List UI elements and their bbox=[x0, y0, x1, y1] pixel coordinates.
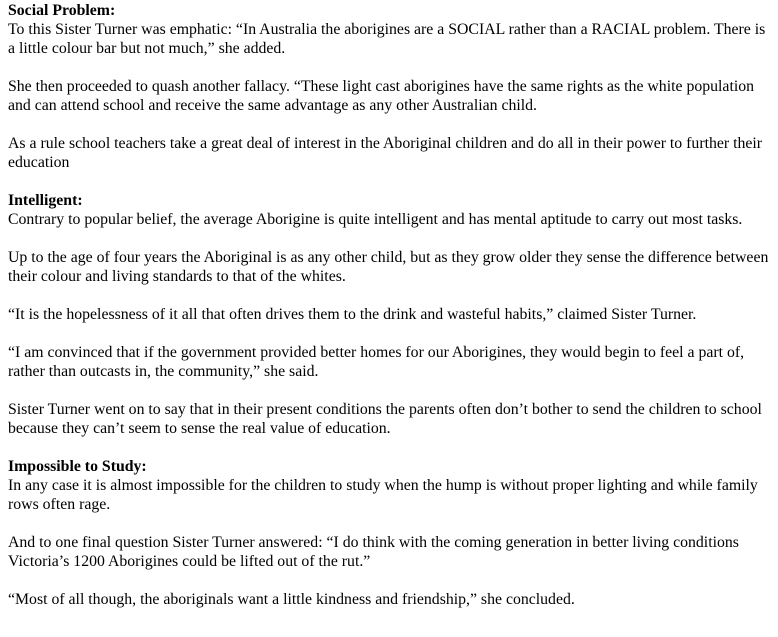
section-impossible-to-study bbox=[8, 457, 772, 514]
paragraph: As a rule school teachers take a great deal of interest in the Aboriginal children and do all in their power to further their education bbox=[8, 135, 763, 171]
paragraph: Up to the age of four years the Aboriginal is as any other child, but as they grow older they sense the difference between their colour and living standards to that of the whites. bbox=[8, 249, 769, 285]
paragraph: In any case it is almost impossible for the children to study when the hump is without proper lighting and while family rows often rage. bbox=[8, 477, 758, 513]
paragraph: “It is the hopelessness of it all that often drives them to the drink and wasteful habits,” claimed Sister Turner. bbox=[8, 306, 697, 323]
paragraph: She then proceeded to quash another fallacy. “These light cast aborigines have the same rights as the white population and can attend school and receive the same advantage as any other Australian child. bbox=[8, 78, 755, 114]
section-intelligent bbox=[8, 191, 772, 229]
paragraph: “I am convinced that if the government provided better homes for our Aborigines, they would begin to feel a part of, rather than outcasts in, the community,” she said. bbox=[8, 344, 745, 380]
article-body bbox=[8, 1, 772, 628]
section-heading: Social Problem: bbox=[8, 2, 116, 19]
section-heading: Intelligent: bbox=[8, 192, 83, 209]
paragraph: Sister Turner went on to say that in their present conditions the parents often don’t bother to send the children to school because they can’t seem to sense the real value of education. bbox=[8, 401, 762, 437]
section-social-problem bbox=[8, 1, 772, 58]
paragraph: And to one final question Sister Turner answered: “I do think with the coming generation in better living conditions Victoria’s 1200 Aborigines could be lifted out of the rut.” bbox=[8, 534, 739, 570]
paragraph: To this Sister Turner was emphatic: “In Australia the aborigines are a SOCIAL rather than a RACIAL problem. There is a little colour bar but not much,” she added. bbox=[8, 21, 766, 57]
paragraph: Contrary to popular belief, the average Aborigine is quite intelligent and has mental aptitude to carry out most tasks. bbox=[8, 211, 743, 228]
paragraph: “Most of all though, the aboriginals want a little kindness and friendship,” she concluded. bbox=[8, 591, 575, 608]
section-heading: Impossible to Study: bbox=[8, 458, 147, 475]
